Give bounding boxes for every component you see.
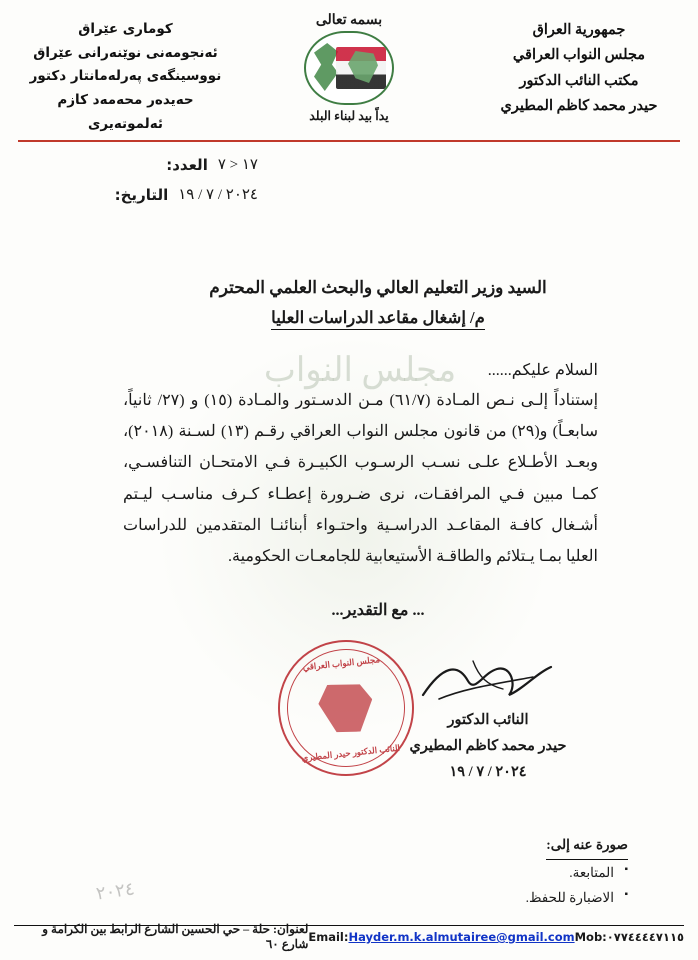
footer (14, 922, 684, 952)
document-date-value: ٢٠٢٤ / ٧ / ١٩ (178, 187, 258, 203)
letterhead-kurdish-line-3: نووسینگەی پەرلەمانتار دکتور (29, 68, 222, 85)
letterhead-kurdish-line-2: ئەنجومەنی نوێنەرانی عێراق (33, 44, 218, 61)
stamp-emblem-icon (317, 680, 376, 735)
watermark-text: مجلس النواب (263, 352, 457, 389)
letterhead-arabic-line-4: حيدر محمد كاظم المطيري (500, 98, 658, 115)
letterhead-kurdish-block (18, 18, 233, 136)
document-number-label: العدد: (166, 156, 208, 174)
letterhead-slogan: يداً بيد لبناء البلد (309, 109, 389, 123)
letterhead-kurdish-line-1: كوماری عێراق (78, 21, 173, 37)
handwritten-margin-note: ٢٠٢٤ (94, 878, 136, 904)
signer-title: النائب الدكتور (447, 712, 529, 728)
document-number-value: ١٧ < ٧ (217, 157, 258, 173)
letterhead-arabic-line-2: مجلس النواب العراقي (512, 47, 646, 64)
body-paragraph: إستناداً إلـى نـص المـادة (٦١/٧) مـن الدسـتور والمـادة (١٥) و (٢٧/ ثانياً، سابعـاً) و(٢٩) من قانون مجلس النواب العراقي رقـم (١٣) لسـنة (٢٠١٨)، وبعـد الأطـلاع علـى نسـب الرسـوب الكبيـرة فـي الامتحـان التنافسـي، كمـا مبين فـي المرافقـات، نرى ضـرورة إعطـاء كـرف مناسـب ليـتم أشـغال كافـة المقاعـد الدراسـية واحتـواء أبنائنـا المتقدمين للدراسات العليا بمـا يـتلائم والطاقـة الأستيعابية للجامعـات الحكومية. (123, 392, 599, 565)
recipient-line: السيد وزير التعليم العالي والبحث العلمي المحترم (209, 278, 547, 297)
closing-regards: ... مع التقدير... (331, 602, 425, 619)
letterhead-kurdish-line-4: حەیدەر محەمەد کازم ئەلموتەیری (57, 91, 194, 132)
footer-address: لعنوان: حلة – حي الحسين الشارع الرابط بين الكرامة و شارع ٦٠ (42, 922, 309, 951)
greeting-text: السلام عليكم...... (487, 362, 598, 379)
header-divider (18, 140, 680, 142)
letterhead (0, 10, 698, 138)
cc-item: ▪ المتابعة. (408, 860, 628, 886)
signer-name: حيدر محمد كاظم المطيري (409, 738, 567, 755)
subject-line (118, 308, 638, 328)
document-date-row (38, 180, 258, 210)
document-meta (38, 150, 258, 210)
iraq-parliament-emblem-icon (304, 31, 394, 105)
document-number-row (38, 150, 258, 180)
mobile-value: ٠٧٧٤٤٤٤٧١١٥ (606, 930, 684, 944)
letterhead-arabic-line-3: مكتب النائب الدكتور (519, 72, 639, 89)
letterhead-arabic-line-1: جمهورية العراق (532, 22, 626, 38)
document-date-label: التاريخ: (114, 186, 169, 204)
cc-block (408, 832, 628, 911)
basmala-text: بسمه تعالى (315, 13, 383, 28)
footer-contact (308, 930, 684, 944)
letterhead-center-block (249, 12, 449, 124)
email-label: Email: (308, 930, 349, 944)
stamp-top-text: مجلس النواب العراقي (302, 654, 381, 673)
mobile-label: Mob: (574, 930, 607, 944)
letterhead-arabic-block (474, 18, 684, 120)
cc-item: ▪ الاضبارة للحفظ. (408, 885, 628, 911)
stamp-bottom-text: النائب الدكتور حيدر المطيري (301, 742, 401, 763)
signature-date: ٢٠٢٤ / ٧ / ١٩ (449, 764, 527, 781)
eagle-icon (314, 43, 338, 91)
subject-text: م/ إشغال مقاعد الدراسات العليا (271, 308, 485, 330)
email-link[interactable]: Hayder.m.k.almutairee@gmail.com (348, 930, 575, 944)
cc-title: صورة عنه إلى: (546, 832, 628, 860)
